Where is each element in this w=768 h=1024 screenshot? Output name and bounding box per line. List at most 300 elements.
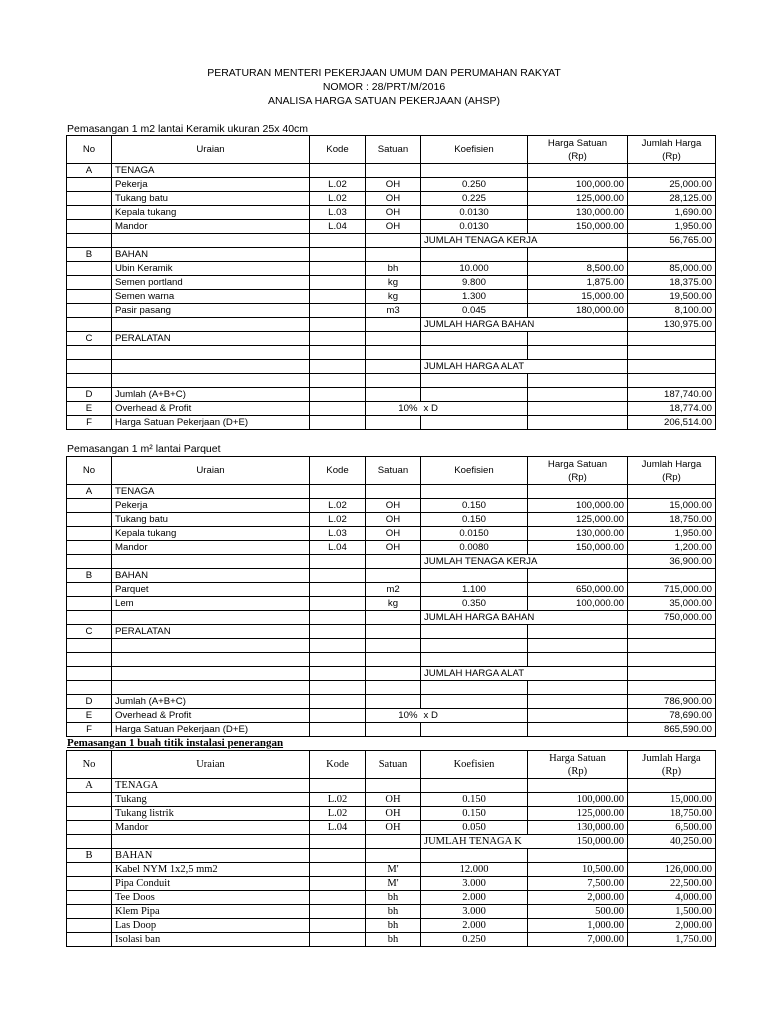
cell-jumlah-harga: 56,765.00 (628, 234, 716, 248)
table-row (67, 499, 716, 513)
cell-koefisien: 0.0150 (421, 527, 528, 541)
cell-koefisien (421, 723, 528, 737)
cell-harga-satuan (528, 667, 628, 681)
cell-harga-satuan (528, 416, 628, 430)
column-header-harga-satuan-line-2: (Rp) (567, 765, 588, 777)
cell-uraian (112, 234, 310, 248)
cell-harga-satuan: 15,000.00 (528, 290, 628, 304)
cell-harga-satuan: 100,000.00 (528, 178, 628, 192)
column-header-kode: Kode (310, 457, 366, 485)
cell-harga-satuan: 150,000.00 (528, 220, 628, 234)
cell-satuan: OH (366, 499, 421, 513)
cell-uraian: TENAGA (112, 485, 310, 499)
cell-koefisien: 0.150 (421, 513, 528, 527)
cell-uraian: Kabel NYM 1x2,5 mm2 (112, 863, 310, 877)
cell-harga-satuan (528, 374, 628, 388)
table-row (67, 164, 716, 178)
cell-satuan: OH (366, 527, 421, 541)
cell-koefisien: JUMLAH HARGA ALAT (421, 667, 528, 681)
cell-uraian: Mandor (112, 541, 310, 555)
cell-satuan: OH (366, 220, 421, 234)
cell-no: F (67, 416, 112, 430)
column-header-harga-satuan-line-2: (Rp) (568, 150, 587, 162)
cell-no (67, 220, 112, 234)
cell-harga-satuan (528, 485, 628, 499)
table-row (67, 695, 716, 709)
cell-koefisien: 2.000 (421, 919, 528, 933)
cell-koefisien (421, 625, 528, 639)
cell-jumlah-harga: 40,250.00 (628, 835, 716, 849)
cell-satuan: bh (366, 891, 421, 905)
section-2-title: Pemasangan 1 m² lantai Parquet (67, 443, 221, 455)
cell-jumlah-harga (628, 779, 716, 793)
table-row (67, 178, 716, 192)
cell-satuan: M' (366, 863, 421, 877)
cell-kode (310, 262, 366, 276)
cell-no (67, 192, 112, 206)
cell-uraian: Parquet (112, 583, 310, 597)
cell-no (67, 667, 112, 681)
cell-satuan (366, 695, 421, 709)
section-1-table (66, 135, 716, 430)
cell-jumlah-harga: 18,774.00 (628, 402, 716, 416)
cell-harga-satuan (528, 569, 628, 583)
cell-harga-satuan: 180,000.00 (528, 304, 628, 318)
cell-satuan: bh (366, 933, 421, 947)
cell-satuan: m3 (366, 304, 421, 318)
cell-no (67, 318, 112, 332)
cell-harga-satuan (528, 332, 628, 346)
cell-harga-satuan (528, 402, 628, 416)
cell-harga-satuan: 650,000.00 (528, 583, 628, 597)
cell-uraian: Kepala tukang (112, 206, 310, 220)
cell-koefisien: JUMLAH TENAGA KERJA (421, 555, 528, 569)
cell-koefisien: 2.000 (421, 891, 528, 905)
cell-koefisien (421, 569, 528, 583)
cell-kode (310, 933, 366, 947)
cell-harga-satuan (528, 639, 628, 653)
cell-satuan (366, 849, 421, 863)
cell-jumlah-harga (628, 681, 716, 695)
cell-no (67, 513, 112, 527)
cell-satuan: M' (366, 877, 421, 891)
cell-no: E (67, 402, 112, 416)
cell-koefisien: 10.000 (421, 262, 528, 276)
cell-uraian (112, 555, 310, 569)
column-header-harga-satuan (528, 751, 628, 779)
cell-koefisien: 0.045 (421, 304, 528, 318)
table-row (67, 681, 716, 695)
column-header-uraian: Uraian (112, 457, 310, 485)
cell-satuan: bh (366, 262, 421, 276)
cell-satuan: OH (366, 821, 421, 835)
section-3-table (66, 750, 716, 947)
cell-harga-satuan (528, 234, 628, 248)
cell-jumlah-harga (628, 332, 716, 346)
cell-satuan (366, 346, 421, 360)
cell-jumlah-harga: 1,750.00 (628, 933, 716, 947)
table-row (67, 416, 716, 430)
cell-harga-satuan: 130,000.00 (528, 527, 628, 541)
cell-koefisien: 0.250 (421, 178, 528, 192)
cell-jumlah-harga: 786,900.00 (628, 695, 716, 709)
cell-kode (310, 905, 366, 919)
cell-jumlah-harga (628, 374, 716, 388)
cell-harga-satuan: 150,000.00 (528, 835, 628, 849)
cell-uraian: Semen portland (112, 276, 310, 290)
cell-koefisien (421, 681, 528, 695)
cell-no: A (67, 779, 112, 793)
cell-kode: L.02 (310, 499, 366, 513)
cell-harga-satuan: 2,000.00 (528, 891, 628, 905)
cell-uraian (112, 374, 310, 388)
table-row (67, 304, 716, 318)
cell-kode (310, 416, 366, 430)
cell-kode (310, 653, 366, 667)
cell-koefisien (421, 695, 528, 709)
cell-kode: L.03 (310, 527, 366, 541)
table-row (67, 933, 716, 947)
cell-koefisien: x D (421, 402, 528, 416)
column-header-jumlah-harga-line-2: (Rp) (662, 471, 681, 483)
cell-uraian (112, 346, 310, 360)
cell-kode (310, 402, 366, 416)
cell-jumlah-harga: 1,200.00 (628, 541, 716, 555)
cell-satuan (366, 625, 421, 639)
cell-jumlah-harga (628, 346, 716, 360)
document-title-line-3: ANALISA HARGA SATUAN PEKERJAAN (AHSP) (267, 95, 501, 107)
cell-jumlah-harga: 6,500.00 (628, 821, 716, 835)
cell-uraian: Harga Satuan Pekerjaan (D+E) (112, 723, 310, 737)
cell-satuan (366, 416, 421, 430)
cell-uraian: Isolasi ban (112, 933, 310, 947)
cell-jumlah-harga: 15,000.00 (628, 793, 716, 807)
cell-koefisien: JUMLAH HARGA BAHAN (421, 318, 528, 332)
cell-harga-satuan (528, 849, 628, 863)
cell-koefisien: 12.000 (421, 863, 528, 877)
cell-uraian: Overhead & Profit (112, 709, 310, 723)
cell-koefisien: 0.150 (421, 499, 528, 513)
cell-kode: L.04 (310, 541, 366, 555)
cell-kode (310, 849, 366, 863)
column-header-harga-satuan-line-2: (Rp) (568, 471, 587, 483)
cell-no (67, 933, 112, 947)
cell-no: A (67, 485, 112, 499)
cell-no (67, 835, 112, 849)
table-row (67, 863, 716, 877)
cell-harga-satuan (528, 318, 628, 332)
cell-kode: L.02 (310, 178, 366, 192)
column-header-harga-satuan (528, 457, 628, 485)
cell-kode (310, 597, 366, 611)
cell-koefisien: 0.350 (421, 597, 528, 611)
cell-harga-satuan: 125,000.00 (528, 513, 628, 527)
cell-harga-satuan: 8,500.00 (528, 262, 628, 276)
cell-satuan (366, 639, 421, 653)
cell-jumlah-harga (628, 569, 716, 583)
cell-harga-satuan: 7,500.00 (528, 877, 628, 891)
cell-harga-satuan (528, 779, 628, 793)
cell-no (67, 346, 112, 360)
cell-harga-satuan: 130,000.00 (528, 206, 628, 220)
cell-koefisien: 3.000 (421, 905, 528, 919)
cell-kode (310, 555, 366, 569)
table-row (67, 541, 716, 555)
cell-harga-satuan: 100,000.00 (528, 499, 628, 513)
cell-harga-satuan (528, 346, 628, 360)
cell-kode: L.02 (310, 513, 366, 527)
cell-no (67, 262, 112, 276)
table-row (67, 388, 716, 402)
document-title-line-2: NOMOR : 28/PRT/M/2016 (322, 81, 446, 93)
cell-uraian: Tukang batu (112, 513, 310, 527)
cell-kode (310, 891, 366, 905)
table-row (67, 290, 716, 304)
column-header-uraian: Uraian (112, 136, 310, 164)
column-header-jumlah-harga-line-1: Jumlah Harga (642, 752, 701, 764)
cell-no (67, 793, 112, 807)
table-row (67, 569, 716, 583)
table-row (67, 849, 716, 863)
cell-harga-satuan (528, 164, 628, 178)
cell-harga-satuan (528, 611, 628, 625)
cell-jumlah-harga: 85,000.00 (628, 262, 716, 276)
cell-kode: L.02 (310, 192, 366, 206)
cell-uraian: Tukang (112, 793, 310, 807)
cell-koefisien: JUMLAH TENAGA K (421, 835, 528, 849)
cell-satuan (366, 779, 421, 793)
cell-koefisien (421, 346, 528, 360)
cell-uraian: Tukang listrik (112, 807, 310, 821)
cell-harga-satuan: 100,000.00 (528, 793, 628, 807)
cell-kode (310, 919, 366, 933)
cell-harga-satuan (528, 681, 628, 695)
table-row (67, 346, 716, 360)
cell-koefisien (421, 388, 528, 402)
cell-kode: L.02 (310, 793, 366, 807)
cell-uraian: Kepala tukang (112, 527, 310, 541)
cell-satuan: OH (366, 513, 421, 527)
cell-kode (310, 304, 366, 318)
cell-satuan: OH (366, 206, 421, 220)
cell-kode (310, 779, 366, 793)
cell-no (67, 360, 112, 374)
column-header-harga-satuan (528, 136, 628, 164)
cell-jumlah-harga: 36,900.00 (628, 555, 716, 569)
cell-kode (310, 374, 366, 388)
cell-satuan: kg (366, 276, 421, 290)
cell-koefisien: x D (421, 709, 528, 723)
table-row (67, 206, 716, 220)
cell-koefisien: JUMLAH HARGA ALAT (421, 360, 528, 374)
cell-satuan (366, 234, 421, 248)
cell-jumlah-harga (628, 849, 716, 863)
cell-satuan (366, 569, 421, 583)
table-row (67, 807, 716, 821)
cell-no (67, 178, 112, 192)
cell-no: A (67, 164, 112, 178)
table-row (67, 360, 716, 374)
cell-koefisien: 0.0130 (421, 206, 528, 220)
cell-jumlah-harga: 865,590.00 (628, 723, 716, 737)
cell-uraian: TENAGA (112, 779, 310, 793)
cell-uraian (112, 835, 310, 849)
cell-harga-satuan: 7,000.00 (528, 933, 628, 947)
column-header-kode: Kode (310, 751, 366, 779)
cell-kode: L.04 (310, 220, 366, 234)
cell-no (67, 597, 112, 611)
cell-satuan (366, 164, 421, 178)
cell-koefisien: 0.050 (421, 821, 528, 835)
table-row (67, 709, 716, 723)
cell-satuan (366, 835, 421, 849)
column-header-harga-satuan-line-1: Harga Satuan (547, 137, 608, 149)
cell-jumlah-harga: 2,000.00 (628, 919, 716, 933)
cell-harga-satuan (528, 248, 628, 262)
cell-uraian: Mandor (112, 220, 310, 234)
column-header-harga-satuan-line-1: Harga Satuan (547, 458, 608, 470)
cell-harga-satuan: 10,500.00 (528, 863, 628, 877)
column-header-harga-satuan-line-1: Harga Satuan (549, 752, 606, 764)
table-row (67, 527, 716, 541)
cell-harga-satuan: 150,000.00 (528, 541, 628, 555)
column-header-satuan: Satuan (366, 751, 421, 779)
table-row (67, 597, 716, 611)
column-header-jumlah-harga-line-2: (Rp) (662, 150, 681, 162)
cell-kode (310, 360, 366, 374)
table-row (67, 583, 716, 597)
table-row (67, 877, 716, 891)
cell-uraian: Harga Satuan Pekerjaan (D+E) (112, 416, 310, 430)
cell-kode (310, 709, 366, 723)
cell-no: E (67, 709, 112, 723)
column-header-jumlah-harga-line-1: Jumlah Harga (641, 458, 702, 470)
column-header-koefisien: Koefisien (421, 751, 528, 779)
cell-satuan (366, 332, 421, 346)
table-row (67, 262, 716, 276)
cell-jumlah-harga: 1,950.00 (628, 220, 716, 234)
cell-no (67, 583, 112, 597)
cell-harga-satuan: 125,000.00 (528, 807, 628, 821)
cell-satuan: bh (366, 919, 421, 933)
cell-uraian: Overhead & Profit (112, 402, 310, 416)
cell-no (67, 527, 112, 541)
table-row (67, 611, 716, 625)
cell-kode (310, 569, 366, 583)
cell-no: D (67, 695, 112, 709)
cell-jumlah-harga (628, 164, 716, 178)
cell-uraian: BAHAN (112, 849, 310, 863)
table-row (67, 835, 716, 849)
column-header-jumlah-harga (628, 457, 716, 485)
cell-uraian: Lem (112, 597, 310, 611)
cell-no: B (67, 569, 112, 583)
cell-koefisien (421, 485, 528, 499)
cell-kode (310, 164, 366, 178)
cell-satuan: bh (366, 905, 421, 919)
table-row (67, 374, 716, 388)
cell-jumlah-harga: 1,950.00 (628, 527, 716, 541)
cell-harga-satuan (528, 625, 628, 639)
cell-no (67, 234, 112, 248)
cell-jumlah-harga: 78,690.00 (628, 709, 716, 723)
cell-no (67, 877, 112, 891)
cell-uraian (112, 611, 310, 625)
cell-koefisien (421, 849, 528, 863)
cell-jumlah-harga: 126,000.00 (628, 863, 716, 877)
cell-uraian: PERALATAN (112, 625, 310, 639)
table-row (67, 905, 716, 919)
table-row (67, 639, 716, 653)
table-row (67, 402, 716, 416)
cell-no (67, 206, 112, 220)
cell-satuan (366, 374, 421, 388)
table-row (67, 793, 716, 807)
section-1-title: Pemasangan 1 m2 lantai Keramik ukuran 25x 40cm (67, 123, 309, 135)
table-row (67, 332, 716, 346)
cell-satuan (366, 681, 421, 695)
section-2-table (66, 456, 716, 737)
cell-kode (310, 695, 366, 709)
cell-koefisien (421, 332, 528, 346)
cell-kode (310, 723, 366, 737)
cell-satuan: OH (366, 807, 421, 821)
cell-no (67, 863, 112, 877)
cell-jumlah-harga (628, 360, 716, 374)
cell-jumlah-harga: 8,100.00 (628, 304, 716, 318)
cell-uraian: Semen warna (112, 290, 310, 304)
cell-uraian: Pekerja (112, 178, 310, 192)
table-row (67, 667, 716, 681)
cell-uraian (112, 318, 310, 332)
cell-kode: L.03 (310, 206, 366, 220)
document-title-line-1: PERATURAN MENTERI PEKERJAAN UMUM DAN PERUMAHAN RAKYAT (207, 67, 561, 79)
column-header-jumlah-harga (628, 751, 716, 779)
cell-jumlah-harga (628, 639, 716, 653)
cell-no (67, 807, 112, 821)
table-row (67, 276, 716, 290)
cell-jumlah-harga: 4,000.00 (628, 891, 716, 905)
cell-jumlah-harga: 28,125.00 (628, 192, 716, 206)
cell-no (67, 821, 112, 835)
cell-jumlah-harga (628, 485, 716, 499)
cell-no (67, 653, 112, 667)
table-header-row (67, 136, 716, 164)
cell-no (67, 374, 112, 388)
cell-koefisien (421, 779, 528, 793)
cell-jumlah-harga: 187,740.00 (628, 388, 716, 402)
cell-uraian (112, 360, 310, 374)
cell-koefisien (421, 416, 528, 430)
cell-kode (310, 248, 366, 262)
cell-no (67, 905, 112, 919)
cell-uraian: PERALATAN (112, 332, 310, 346)
cell-koefisien: 0.150 (421, 793, 528, 807)
cell-no (67, 276, 112, 290)
cell-no: D (67, 388, 112, 402)
table-row (67, 248, 716, 262)
cell-satuan: kg (366, 290, 421, 304)
cell-kode (310, 625, 366, 639)
cell-jumlah-harga: 18,750.00 (628, 513, 716, 527)
table-row (67, 555, 716, 569)
column-header-no: No (67, 751, 112, 779)
column-header-jumlah-harga (628, 136, 716, 164)
cell-jumlah-harga: 25,000.00 (628, 178, 716, 192)
table-row (67, 485, 716, 499)
cell-kode (310, 234, 366, 248)
cell-no (67, 681, 112, 695)
